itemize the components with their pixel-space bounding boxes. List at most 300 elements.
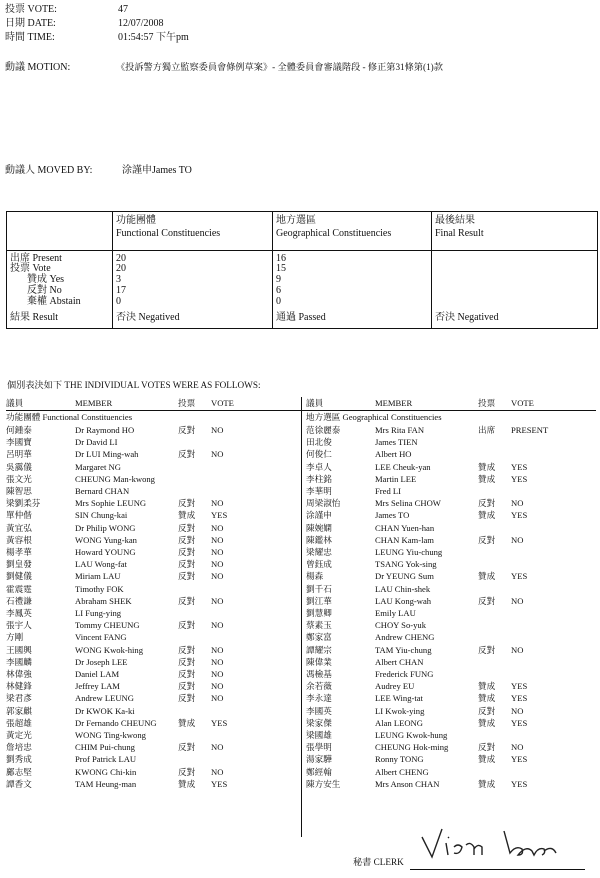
member-name-en: Ronny TONG xyxy=(375,754,424,765)
member-name-en: WONG Yung-kan xyxy=(75,534,137,545)
member-vote-row xyxy=(6,717,296,729)
gc-header-en: Geographical Constituencies xyxy=(276,228,392,239)
header-member-en: MEMBER xyxy=(75,398,113,408)
member-name-en: WONG Kwok-hing xyxy=(75,644,144,655)
member-name-en: Prof Patrick LAU xyxy=(75,754,137,765)
member-name-en: LAU Wong-fat xyxy=(75,559,127,570)
summary-gc-value: 0 xyxy=(276,296,281,307)
vote-zh: 贊成 xyxy=(178,778,196,789)
vote-zh: 贊成 xyxy=(478,778,496,789)
votes-table xyxy=(6,397,596,837)
member-vote-row xyxy=(306,436,596,448)
vote-en: NO xyxy=(211,742,224,753)
summary-row-label: 贊成 Yes xyxy=(27,274,65,285)
member-vote-row xyxy=(306,595,596,607)
member-vote-row xyxy=(6,424,296,436)
member-name-en: Emily LAU xyxy=(375,608,416,618)
member-name-en: Albert CHAN xyxy=(375,656,424,667)
date-value: 12/07/2008 xyxy=(118,18,164,29)
member-name-zh: 曾鈺成 xyxy=(306,559,332,570)
vote-en: NO xyxy=(211,644,224,655)
vote-zh: 贊成 xyxy=(478,510,496,521)
vote-zh: 贊成 xyxy=(478,473,496,484)
left-header-row xyxy=(6,397,301,409)
member-vote-row xyxy=(6,570,296,582)
summary-fc-value: 3 xyxy=(116,274,121,285)
member-name-en: Dr KWOK Ka-ki xyxy=(75,705,135,716)
member-vote-row xyxy=(6,631,296,643)
vote-zh: 反對 xyxy=(178,620,196,631)
summary-gc-value: 6 xyxy=(276,285,281,296)
gc-header-zh: 地方選區 xyxy=(276,215,316,226)
vote-zh: 反對 xyxy=(178,656,196,667)
member-vote-row xyxy=(6,766,296,778)
vote-en: NO xyxy=(211,656,224,667)
member-name-zh: 李永達 xyxy=(306,693,332,704)
member-name-zh: 何俊仁 xyxy=(306,449,332,460)
member-name-zh: 周梁淑怡 xyxy=(306,498,341,509)
member-vote-row xyxy=(6,741,296,753)
member-name-zh: 陳偉業 xyxy=(306,656,332,667)
member-name-zh: 余若薇 xyxy=(306,681,332,692)
member-name-en: Mrs Selina CHOW xyxy=(375,498,441,509)
member-name-en: Timothy FOK xyxy=(75,583,124,594)
vote-en: PRESENT xyxy=(511,425,549,435)
member-name-en: Albert CHENG xyxy=(375,766,429,777)
final-header-zh: 最後結果 xyxy=(435,215,475,226)
member-vote-row xyxy=(306,631,596,643)
member-vote-row xyxy=(306,717,596,729)
member-vote-row xyxy=(306,778,596,790)
vote-zh: 反對 xyxy=(178,425,196,435)
member-vote-row xyxy=(6,595,296,607)
member-vote-row xyxy=(306,509,596,521)
vote-en: YES xyxy=(511,571,528,582)
moved-by-value: 涂謹申James TO xyxy=(122,165,192,176)
member-name-zh: 林健鋒 xyxy=(6,681,32,692)
vote-number: 47 xyxy=(118,4,128,15)
member-vote-row xyxy=(6,753,296,765)
member-name-en: SIN Chung-kai xyxy=(75,510,128,521)
member-name-zh: 王國興 xyxy=(6,644,32,655)
member-vote-row xyxy=(6,705,296,717)
fc-header-zh: 功能團體 xyxy=(116,215,156,226)
member-name-zh: 劉健儀 xyxy=(6,571,32,582)
summary-gc-value: 15 xyxy=(276,263,286,274)
vote-en: NO xyxy=(211,559,224,570)
member-name-zh: 梁劉柔芬 xyxy=(6,498,41,509)
member-name-en: Fred LI xyxy=(375,486,402,496)
member-vote-row xyxy=(306,753,596,765)
summary-gc-value: 通過 Passed xyxy=(276,312,326,323)
vote-zh: 反對 xyxy=(478,595,496,606)
vote-en: NO xyxy=(211,522,224,533)
member-name-en: Audrey EU xyxy=(375,681,415,692)
member-name-en: LEE Cheuk-yan xyxy=(375,461,431,472)
member-vote-row xyxy=(6,534,296,546)
header-vote-zh: 投票 xyxy=(178,398,196,408)
member-name-en: James TIEN xyxy=(375,437,418,448)
member-name-en: Howard YOUNG xyxy=(75,547,136,557)
member-name-en: CHEUNG Man-kwong xyxy=(75,473,155,484)
member-name-en: LI Fung-ying xyxy=(75,608,122,618)
member-vote-row xyxy=(306,656,596,668)
vote-en: NO xyxy=(511,595,524,606)
vote-zh: 贊成 xyxy=(478,693,496,704)
member-vote-row xyxy=(306,680,596,692)
vote-en: NO xyxy=(211,595,224,606)
member-name-zh: 林偉強 xyxy=(6,669,32,679)
vote-en: NO xyxy=(211,669,224,679)
vote-zh: 贊成 xyxy=(178,717,196,728)
member-vote-row xyxy=(6,692,296,704)
member-vote-row xyxy=(306,485,596,497)
left-section-title: 功能團體 Functional Constituencies xyxy=(6,412,133,422)
vote-en: YES xyxy=(511,681,528,692)
member-name-zh: 李華明 xyxy=(306,486,332,496)
member-name-en: Andrew CHENG xyxy=(375,632,435,643)
member-vote-row xyxy=(306,546,596,558)
votes-intro: 個別表決如下 THE INDIVIDUAL VOTES WERE AS FOLLOWS: xyxy=(7,380,261,390)
header-vote-en: VOTE xyxy=(211,398,234,408)
member-name-zh: 梁耀忠 xyxy=(306,547,332,557)
member-name-en: Daniel LAM xyxy=(75,669,120,679)
member-name-en: Dr Joseph LEE xyxy=(75,656,128,667)
member-name-en: Albert HO xyxy=(375,449,412,460)
member-name-en: CHOY So-yuk xyxy=(375,620,427,631)
member-name-zh: 譚耀宗 xyxy=(306,644,332,655)
summary-row-label: 投票 Vote xyxy=(10,263,51,274)
member-name-zh: 單仲偕 xyxy=(6,510,32,521)
vote-zh: 反對 xyxy=(178,449,196,460)
member-vote-row xyxy=(6,656,296,668)
member-vote-row xyxy=(306,766,596,778)
vote-zh: 反對 xyxy=(178,681,196,692)
member-name-zh: 陳鑑林 xyxy=(306,534,332,545)
vote-en: NO xyxy=(211,681,224,692)
member-vote-row xyxy=(306,668,596,680)
header-member-zh: 議員 xyxy=(6,398,24,408)
member-name-zh: 田北俊 xyxy=(306,437,332,448)
moved-by-label: 動議人 MOVED BY: xyxy=(5,165,93,176)
member-vote-row xyxy=(6,607,296,619)
clerk-label: 秘書 CLERK xyxy=(353,857,404,867)
vote-zh: 反對 xyxy=(178,522,196,533)
vote-en: NO xyxy=(511,534,524,545)
member-vote-row xyxy=(6,461,296,473)
member-name-en: LAU Chin-shek xyxy=(375,583,431,594)
member-name-en: Margaret NG xyxy=(75,461,121,472)
header-member-zh: 議員 xyxy=(306,398,324,408)
member-vote-row xyxy=(306,461,596,473)
member-name-zh: 劉江華 xyxy=(306,595,332,606)
member-name-zh: 陳智思 xyxy=(6,486,32,496)
member-vote-row xyxy=(6,583,296,595)
member-vote-row xyxy=(6,473,296,485)
member-name-en: Dr LUI Ming-wah xyxy=(75,449,139,460)
vote-en: NO xyxy=(211,766,224,777)
vote-zh: 反對 xyxy=(178,559,196,570)
member-vote-row xyxy=(306,619,596,631)
member-name-zh: 鄭經翰 xyxy=(306,766,332,777)
vote-en: NO xyxy=(211,620,224,631)
member-name-en: Andrew LEUNG xyxy=(75,693,134,704)
member-vote-row xyxy=(6,509,296,521)
member-name-en: Martin LEE xyxy=(375,473,417,484)
member-name-zh: 黃宜弘 xyxy=(6,522,32,533)
member-name-zh: 黃容根 xyxy=(6,534,32,545)
member-name-zh: 楊孝華 xyxy=(6,547,32,557)
vote-en: YES xyxy=(511,693,528,704)
member-name-en: Alan LEONG xyxy=(375,717,423,728)
member-vote-row xyxy=(6,522,296,534)
member-name-zh: 梁家傑 xyxy=(306,717,332,728)
member-name-en: CHIM Pui-chung xyxy=(75,742,135,753)
member-name-zh: 詹培忠 xyxy=(6,742,32,753)
member-vote-row xyxy=(306,644,596,656)
clerk-signature xyxy=(418,823,568,863)
vote-zh: 反對 xyxy=(178,693,196,704)
member-name-en: Dr Philip WONG xyxy=(75,522,136,533)
vote-zh: 反對 xyxy=(478,644,496,655)
member-name-en: Dr Raymond HO xyxy=(75,425,135,435)
member-name-en: TAM Heung-man xyxy=(75,778,137,789)
vote-zh: 反對 xyxy=(178,534,196,545)
vote-zh: 贊成 xyxy=(478,754,496,765)
vote-zh: 反對 xyxy=(178,595,196,606)
member-name-zh: 梁君彥 xyxy=(6,693,32,704)
member-name-en: Mrs Anson CHAN xyxy=(375,778,440,789)
member-name-en: James TO xyxy=(375,510,410,521)
vote-zh: 贊成 xyxy=(478,717,496,728)
vote-en: NO xyxy=(211,571,224,582)
member-vote-row xyxy=(306,424,596,436)
member-name-zh: 何鍾泰 xyxy=(6,425,32,435)
summary-fc-value: 0 xyxy=(116,296,121,307)
vote-en: YES xyxy=(511,461,528,472)
member-vote-row xyxy=(306,570,596,582)
summary-final-value: 否決 Negatived xyxy=(435,312,499,323)
member-name-zh: 張宇人 xyxy=(6,620,32,631)
right-section-title: 地方選區 Geographical Constituencies xyxy=(306,412,442,422)
member-vote-row xyxy=(6,729,296,741)
member-name-zh: 鄺志堅 xyxy=(6,766,32,777)
time-label: 時間 TIME: xyxy=(5,32,55,43)
motion-label: 動議 MOTION: xyxy=(5,62,71,73)
member-name-en: Jeffrey LAM xyxy=(75,681,120,692)
summary-table xyxy=(6,211,598,329)
member-name-zh: 張超雄 xyxy=(6,717,32,728)
member-name-en: LAU Kong-wah xyxy=(375,595,432,606)
member-vote-row xyxy=(306,729,596,741)
member-name-zh: 涂謹申 xyxy=(306,510,332,521)
member-name-en: TSANG Yok-sing xyxy=(375,559,437,570)
vote-en: NO xyxy=(511,742,524,753)
vote-en: YES xyxy=(511,473,528,484)
member-name-en: KWONG Chi-kin xyxy=(75,766,137,777)
member-name-en: LEUNG Yiu-chung xyxy=(375,547,443,557)
member-name-zh: 張學明 xyxy=(306,742,332,753)
member-name-en: Vincent FANG xyxy=(75,632,127,643)
member-name-zh: 鄭家富 xyxy=(306,632,332,643)
vote-en: NO xyxy=(211,449,224,460)
summary-gc-value: 16 xyxy=(276,253,286,264)
member-vote-row xyxy=(6,546,296,558)
vote-en: YES xyxy=(511,778,528,789)
vote-en: YES xyxy=(211,510,228,521)
member-name-zh: 李柱銘 xyxy=(306,473,332,484)
header-member-en: MEMBER xyxy=(375,398,413,408)
member-vote-row xyxy=(306,607,596,619)
vote-en: NO xyxy=(511,705,524,716)
member-name-zh: 楊森 xyxy=(306,571,324,582)
member-name-en: Mrs Rita FAN xyxy=(375,425,425,435)
member-name-zh: 馮檢基 xyxy=(306,669,332,679)
summary-row-label: 結果 Result xyxy=(10,312,59,323)
member-name-en: CHAN Kam-lam xyxy=(375,534,434,545)
member-name-en: WONG Ting-kwong xyxy=(75,730,146,740)
member-name-en: Mrs Sophie LEUNG xyxy=(75,498,147,509)
vote-zh: 出席 xyxy=(478,425,496,435)
member-vote-row xyxy=(306,473,596,485)
summary-gc-value: 9 xyxy=(276,274,281,285)
vote-zh: 反對 xyxy=(178,571,196,582)
vote-zh: 反對 xyxy=(478,534,496,545)
member-vote-row xyxy=(6,558,296,570)
member-name-en: LI Kwok-ying xyxy=(375,705,425,716)
vote-zh: 反對 xyxy=(178,742,196,753)
member-name-zh: 李鳳英 xyxy=(6,608,32,618)
vote-en: NO xyxy=(211,534,224,545)
summary-fc-value: 20 xyxy=(116,263,126,274)
member-name-zh: 劉千石 xyxy=(306,583,332,594)
member-name-en: Miriam LAU xyxy=(75,571,121,582)
member-name-zh: 李國寶 xyxy=(6,437,32,448)
member-vote-row xyxy=(306,448,596,460)
member-name-zh: 郭家麒 xyxy=(6,705,32,716)
member-name-zh: 黃定光 xyxy=(6,730,32,740)
member-name-zh: 吳靄儀 xyxy=(6,461,32,472)
vote-zh: 反對 xyxy=(478,742,496,753)
member-name-zh: 劉慧卿 xyxy=(306,608,332,618)
vote-zh: 贊成 xyxy=(178,510,196,521)
member-vote-row xyxy=(306,741,596,753)
summary-fc-value: 17 xyxy=(116,285,126,296)
member-vote-row xyxy=(306,705,596,717)
final-header-en: Final Result xyxy=(435,228,484,239)
fc-header-en: Functional Constituencies xyxy=(116,228,221,239)
member-vote-row xyxy=(306,497,596,509)
member-vote-row xyxy=(306,558,596,570)
member-name-zh: 梁國雄 xyxy=(306,730,332,740)
vote-zh: 反對 xyxy=(478,705,496,716)
vote-en: NO xyxy=(211,693,224,704)
vote-zh: 贊成 xyxy=(478,571,496,582)
member-vote-row xyxy=(306,534,596,546)
vote-number-label: 投票 VOTE: xyxy=(5,4,57,15)
member-name-zh: 石禮謙 xyxy=(6,595,32,606)
member-vote-row xyxy=(6,436,296,448)
right-header-row xyxy=(306,397,596,409)
member-name-zh: 劉秀成 xyxy=(6,754,32,765)
vote-zh: 反對 xyxy=(478,498,496,509)
member-vote-row xyxy=(6,497,296,509)
vote-en: NO xyxy=(511,498,524,509)
member-name-zh: 陳方安生 xyxy=(306,778,341,789)
vote-en: YES xyxy=(511,717,528,728)
member-name-en: Tommy CHEUNG xyxy=(75,620,140,631)
vote-en: NO xyxy=(211,547,224,557)
motion-text: 《投訴警方獨立監察委員會條例草案》- 全體委員會審議階段 - 修正第31條第(1)款 xyxy=(116,62,443,72)
member-name-en: Abraham SHEK xyxy=(75,595,132,606)
vote-zh: 反對 xyxy=(178,498,196,509)
member-vote-row xyxy=(306,692,596,704)
member-name-en: CHEUNG Hok-ming xyxy=(375,742,449,753)
vote-en: YES xyxy=(511,510,528,521)
member-name-en: LEE Wing-tat xyxy=(375,693,423,704)
member-name-en: Bernard CHAN xyxy=(75,486,130,496)
vote-zh: 贊成 xyxy=(478,461,496,472)
member-name-zh: 范徐麗泰 xyxy=(306,425,341,435)
member-name-zh: 李國麟 xyxy=(6,656,32,667)
vote-zh: 反對 xyxy=(178,644,196,655)
member-vote-row xyxy=(6,778,296,790)
member-name-zh: 劉皇發 xyxy=(6,559,32,570)
summary-fc-value: 20 xyxy=(116,253,126,264)
clerk-signature-line xyxy=(410,869,585,870)
member-vote-row xyxy=(6,619,296,631)
member-name-zh: 湯家驊 xyxy=(306,754,332,765)
member-name-zh: 張文光 xyxy=(6,473,32,484)
member-vote-row xyxy=(6,485,296,497)
summary-row-label: 棄權 Abstain xyxy=(27,296,81,307)
summary-row-label: 出席 Present xyxy=(10,253,62,264)
vote-zh: 贊成 xyxy=(478,681,496,692)
member-vote-row xyxy=(6,680,296,692)
member-vote-row xyxy=(6,644,296,656)
vote-en: NO xyxy=(511,644,524,655)
header-vote-en: VOTE xyxy=(511,398,534,408)
summary-fc-value: 否決 Negatived xyxy=(116,312,180,323)
member-name-en: Dr David LI xyxy=(75,437,118,448)
member-name-zh: 李國英 xyxy=(306,705,332,716)
member-name-en: Dr Fernando CHEUNG xyxy=(75,717,157,728)
vote-zh: 反對 xyxy=(178,547,196,557)
member-vote-row xyxy=(306,522,596,534)
member-name-en: CHAN Yuen-han xyxy=(375,522,435,533)
vote-en: NO xyxy=(211,425,224,435)
vote-en: YES xyxy=(511,754,528,765)
member-name-en: Dr YEUNG Sum xyxy=(375,571,434,582)
vote-zh: 反對 xyxy=(178,766,196,777)
member-name-zh: 譚香文 xyxy=(6,778,32,789)
member-name-zh: 蔡素玉 xyxy=(306,620,332,631)
summary-row-label: 反對 No xyxy=(27,285,62,296)
member-name-zh: 方剛 xyxy=(6,632,24,643)
member-name-en: Frederick FUNG xyxy=(375,669,434,679)
member-name-zh: 陳婉嫻 xyxy=(306,522,332,533)
member-name-en: TAM Yiu-chung xyxy=(375,644,432,655)
vote-en: YES xyxy=(211,717,228,728)
vote-zh: 反對 xyxy=(178,669,196,679)
member-name-zh: 呂明華 xyxy=(6,449,32,460)
member-vote-row xyxy=(6,668,296,680)
member-name-zh: 李卓人 xyxy=(306,461,332,472)
member-vote-row xyxy=(6,448,296,460)
header-vote-zh: 投票 xyxy=(478,398,496,408)
member-name-zh: 霍震霆 xyxy=(6,583,32,594)
member-name-en: LEUNG Kwok-hung xyxy=(375,730,448,740)
